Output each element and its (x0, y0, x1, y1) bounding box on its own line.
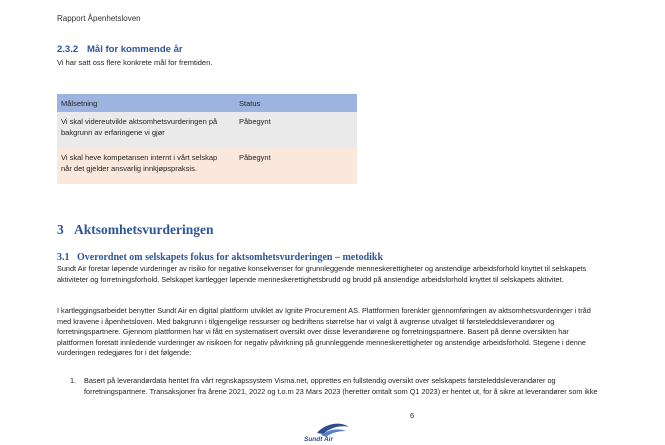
goal-line: bakgrunn av erfaringene vi gjør (61, 127, 165, 137)
section-number: 3.1 (57, 252, 70, 263)
paragraph-line: vurderingen redegjøres for i det følgende: (57, 348, 192, 357)
paragraph-methodology (57, 306, 617, 359)
list-item-line: Basert på leverandørdata hentet fra vårt regnskapssystem Visma.net, opprettes en fullstendig oversikt over selskapets førsteleddsleverandører og (84, 376, 556, 385)
section-title: Overordnet om selskapets fokus for aktsomhetsvurderingen – metodikk (77, 252, 384, 263)
running-header: Rapport Åpenhetsloven (57, 14, 141, 23)
chapter-heading-3 (57, 222, 214, 238)
chapter-title: Aktsomhetsvurderingen (74, 222, 214, 237)
section-heading-2-3-2 (57, 44, 183, 55)
column-header-goal: Målsetning (57, 94, 235, 112)
list-item-number: 1. (70, 376, 77, 385)
paragraph-line: med kravene i åpenhetsloven. Med bakgrunn i tilgjengelige ressurser og bedriftens størrelse har vi valgt å avgrense utvalget til førsteleddsleverandører og (57, 316, 555, 326)
section-title: Mål for kommende år (87, 44, 183, 55)
table-row (57, 148, 357, 184)
paragraph-line: forretningspartnere. Gjennom plattformen har vi fått en systematisert oversikt over disse leverandørene og forretningspartnere. Basert på denne oversikten har (57, 327, 569, 336)
goal-line: Vi skal heve kompetansen internt i vårt selskap (61, 153, 218, 162)
paragraph-line: I kartleggingsarbeidet benytter Sundt Air en digital plattform utviklet av Ignite Procurement AS. Plattformen forenkler gjennomføringen av aktsomhetsvurderinger i tråd (57, 306, 591, 315)
list-item-line: forretningspartnere. Transaksjoner fra årene 2021, 2022 og t.o.m 23 Mars 2023 (heretter omtalt som Q1 2023) er hentet ut, for å sikre at leverandører som ikke (84, 386, 598, 396)
goals-table (57, 94, 357, 184)
status-cell: Påbegynt (235, 148, 357, 184)
paragraph-line: aktiviteter og forretningsforhold. Selskapet kartlegger løpende menneskerettighetsbrudd og brudd på anstendige arbeidsforhold knyttet til selskapets aktivitet. (57, 274, 564, 284)
goal-line: Vi skal videreutvikle aktsomhetsvurderingen på (61, 117, 218, 126)
page-number: 6 (410, 411, 415, 420)
chapter-number: 3 (57, 222, 64, 237)
table-header-row (57, 94, 357, 112)
status-cell: Påbegynt (235, 112, 357, 148)
paragraph-line: plattformen foretatt innledende vurderinger av risikoen for negativ påvirkning på grunnleggende menneskerettigheter og anstendige arbeidsforhold. Stegene i denne (57, 337, 586, 347)
goal-line: når det gjelder ansvarlig innkjøpspraksis. (61, 163, 197, 173)
logo-text: Sundt Air (304, 436, 334, 443)
goal-cell (57, 112, 235, 148)
section-intro: Vi har satt oss flere konkrete mål for fremtiden. (57, 58, 213, 67)
goal-cell (57, 148, 235, 184)
column-header-status: Status (235, 94, 357, 112)
section-number: 2.3.2 (57, 44, 79, 55)
paragraph-line: Sundt Air foretar løpende vurderinger av risiko for negative konsekvenser for grunnleggende menneskerettigheter og anstendige arbeidsforhold knyttet til selskapets (57, 264, 587, 273)
table-row (57, 112, 357, 148)
paragraph-risk-assessment (57, 264, 617, 285)
section-heading-3-1 (57, 252, 383, 263)
list-item (84, 376, 610, 397)
numbered-list (70, 376, 610, 397)
